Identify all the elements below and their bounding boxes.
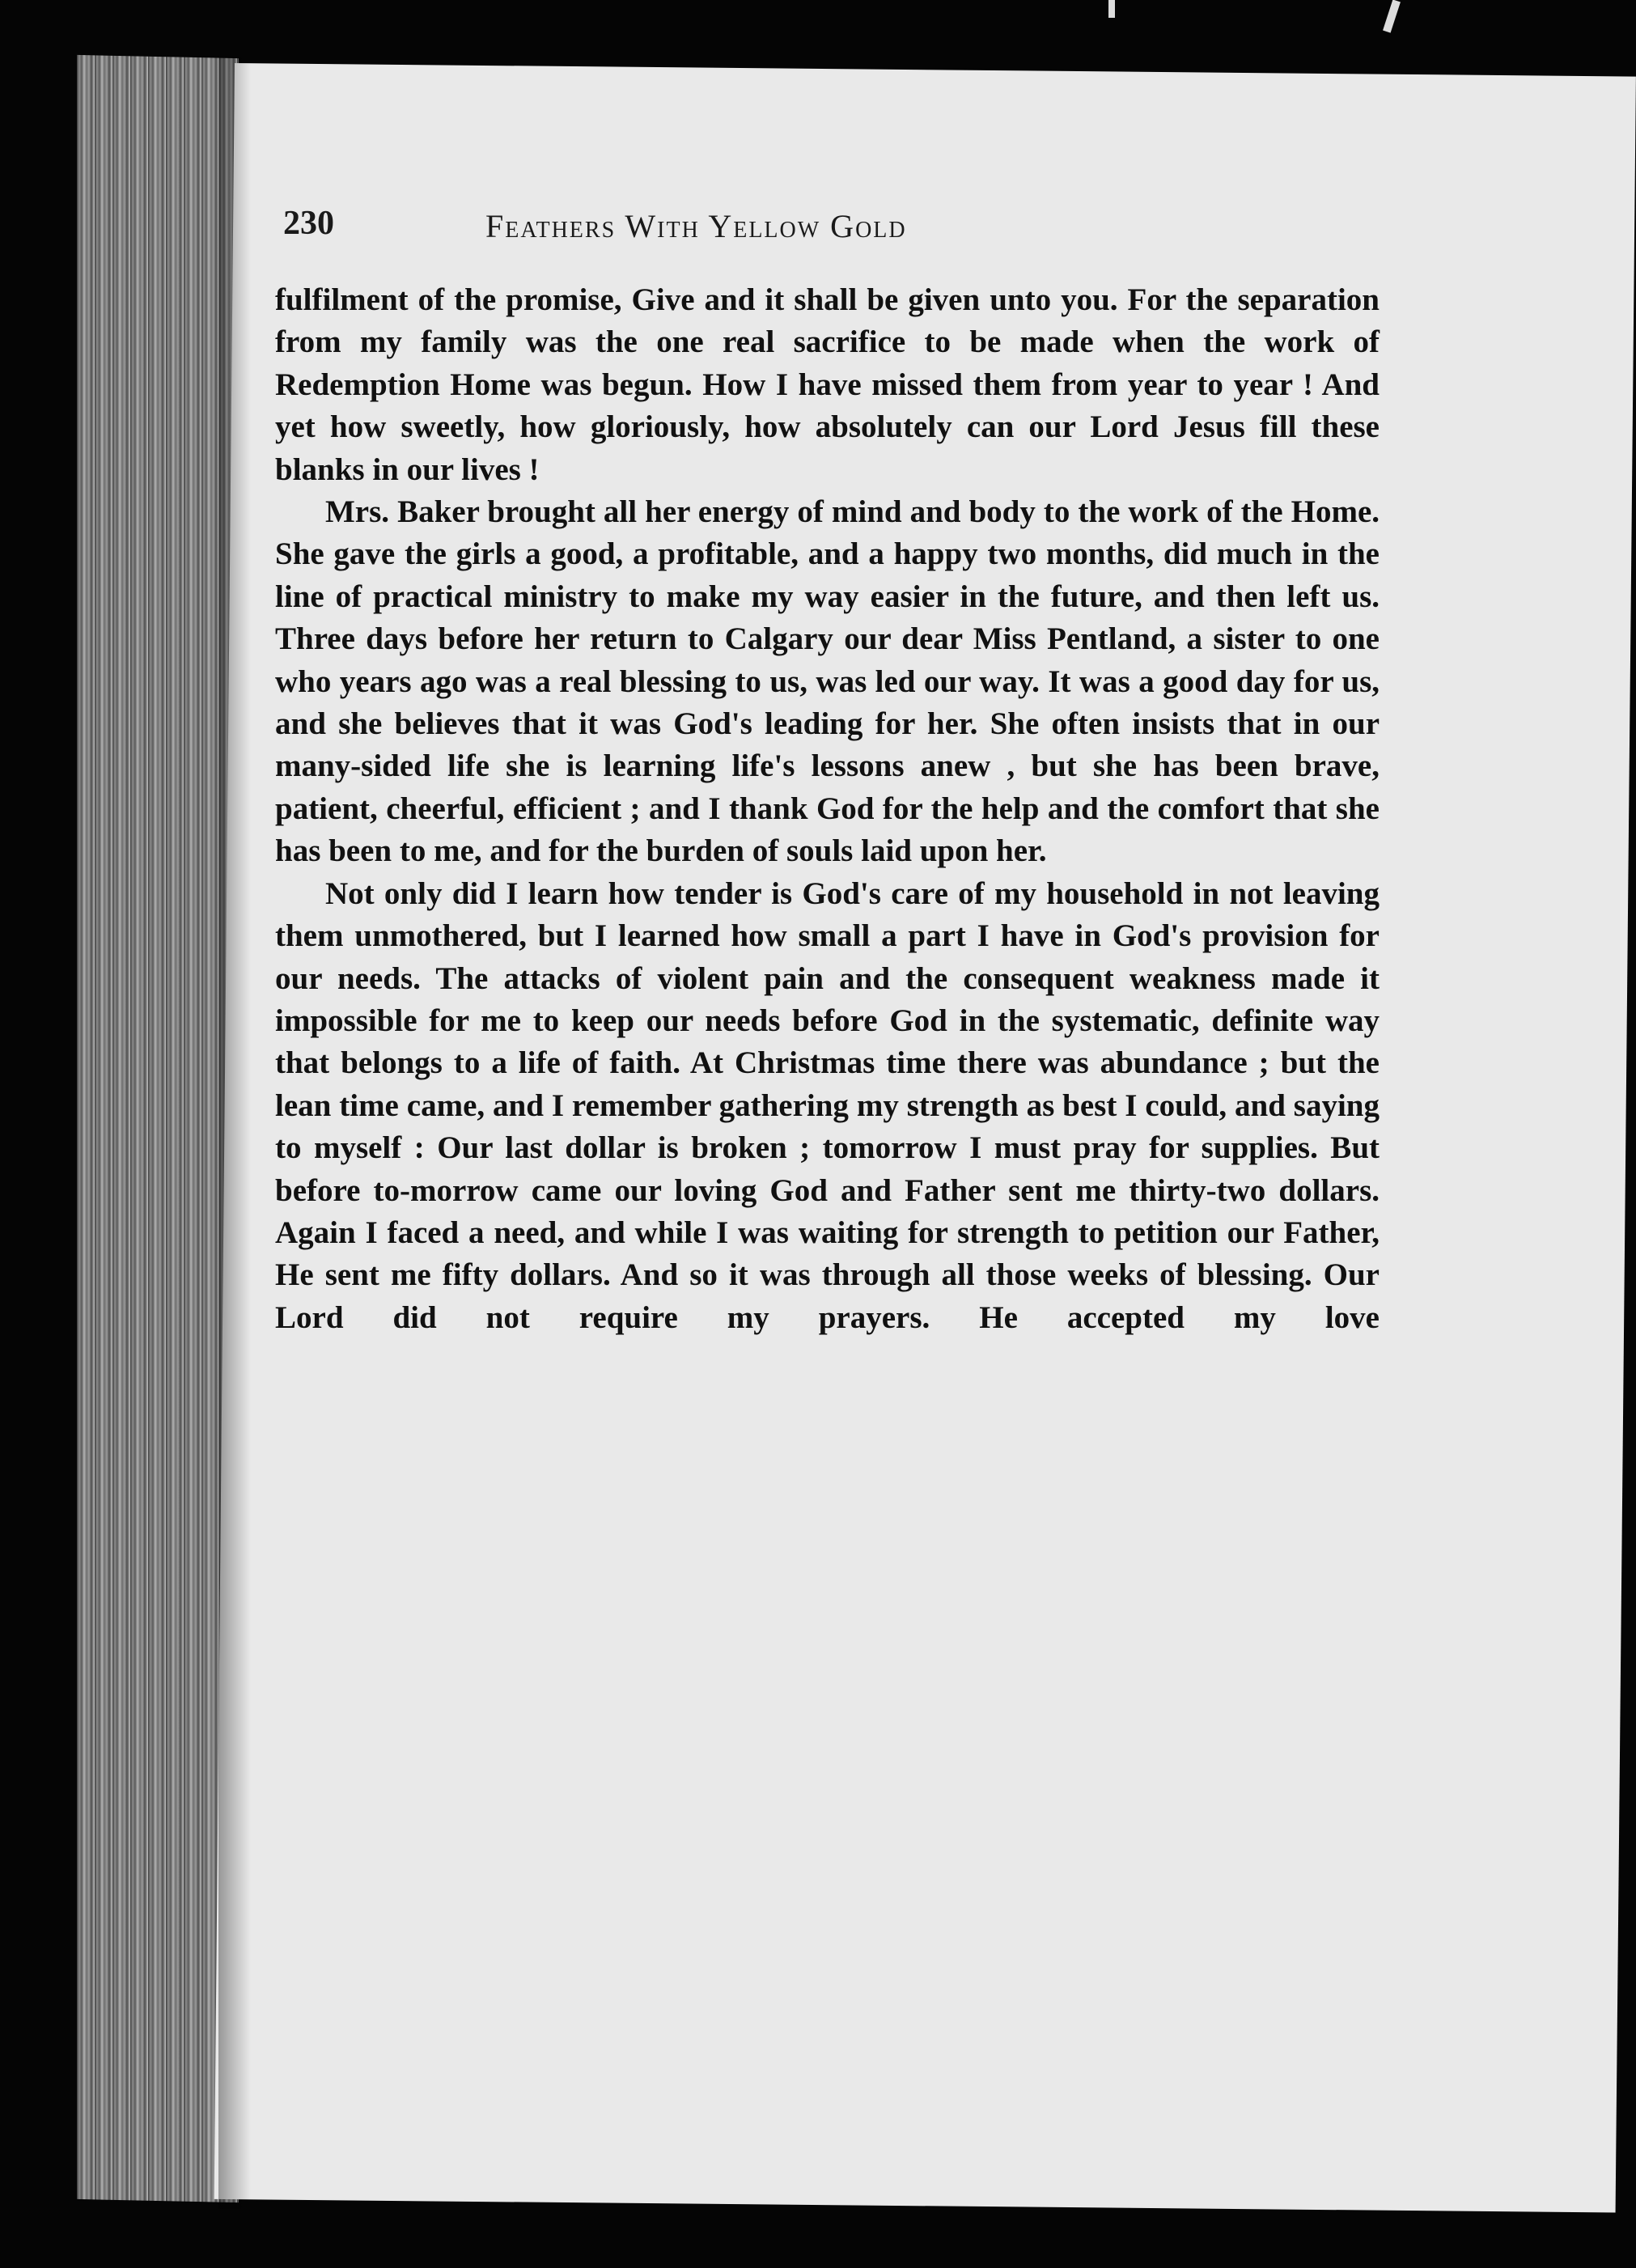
page-edges — [77, 55, 239, 2202]
gutter-shadow — [218, 57, 251, 2209]
page-header — [283, 204, 1384, 252]
body-text — [275, 279, 1380, 1339]
page-number: 230 — [283, 205, 334, 242]
paragraph: Not only did I learn how tender is God's care of my household in not leaving them unmothered, but I learned how small a part I have in God's provision for our needs. The attacks of violent pain and the consequent weakness made it impossible for me to keep our needs before God in the systematic, definite way that belongs to a life of faith. At Christmas time there was abundance ; but the lean time came, and I remember gathering my strength as best I could, and saying to myself : Our last dollar is broken ; tomorrow I must pray for supplies. But before to-morrow came our loving God and Father sent me thirty-two dollars. Again I faced a need, and while I was waiting for strength to petition our Father, He sent me fifty dollars. And so it was through all those weeks of blessing. Our Lord did not require my prayers. He accepted my love — [275, 875, 1380, 1335]
paragraph: fulfilment of the promise, Give and it shall be given unto you. For the separation from my family was the one real sacrifice to be made when the work of Redemption Home was begun. How I have missed them from year to year ! And yet how sweetly, how gloriously, how absolutely can our Lord Jesus fill these blanks in our lives ! — [275, 282, 1380, 487]
scan-mark — [1108, 0, 1115, 18]
running-title: Feathers With Yellow Gold — [485, 208, 907, 244]
paragraph: Mrs. Baker brought all her energy of mind and body to the work of the Home. She gave the girls a good, a profitable, and a happy two months, did much in the line of practical ministry to make my way easier in the future, and then left us. Three days before her return to Calgary our dear Miss Pentland, a sister to one who years ago was a real blessing to us, was led our way. It was a good day for us, and she believes that it was God's leading for her. She often insists that in our many-sided life she is learning life's lessons anew , but she has been brave, patient, cheerful, efficient ; and I thank God for the help and the comfort that she has been to me, and for the burden of souls laid upon her. — [275, 494, 1380, 869]
